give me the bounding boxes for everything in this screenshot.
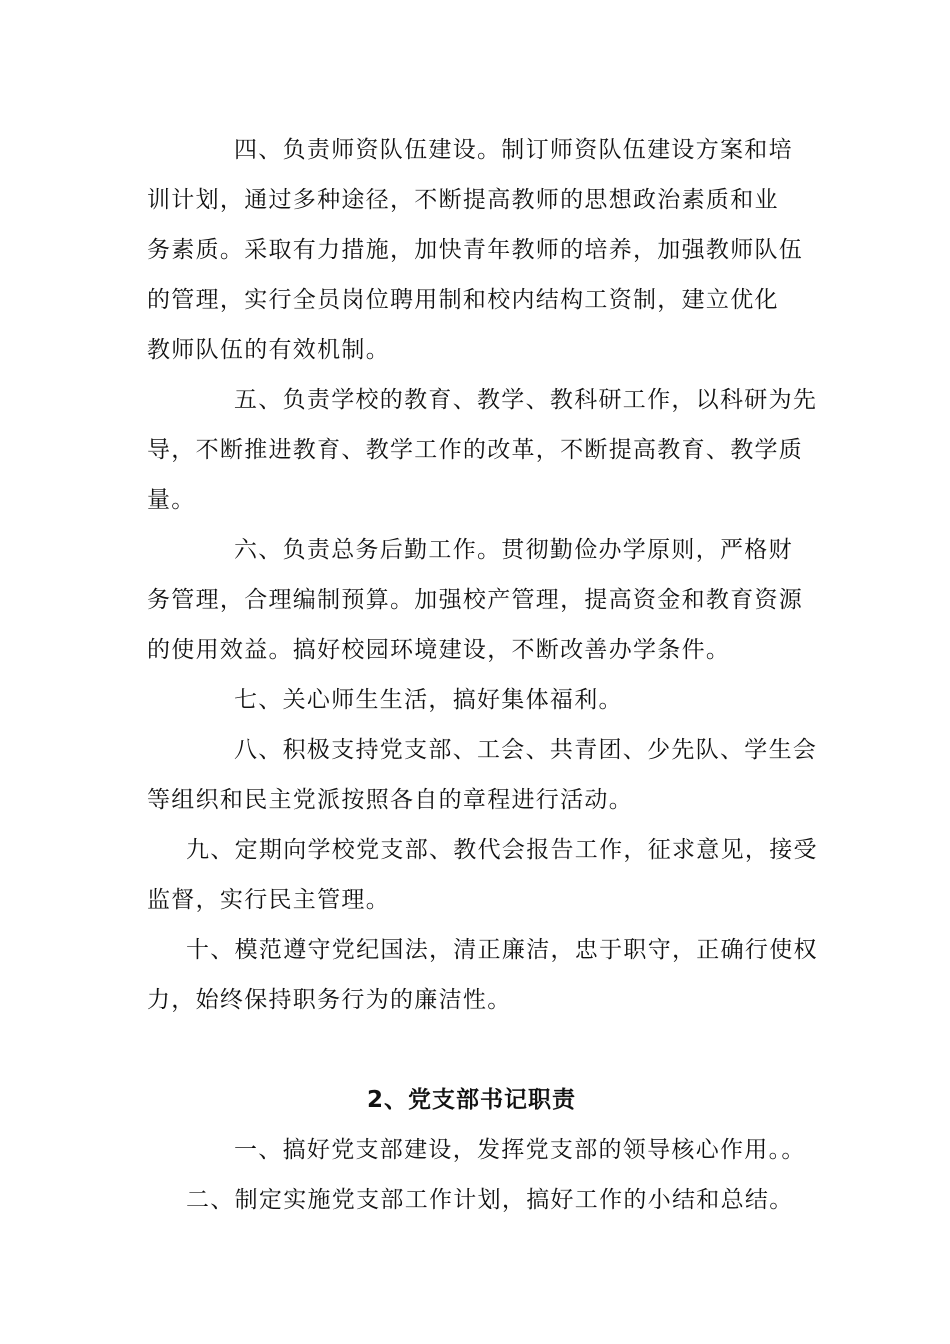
paragraph-line: 六、负责总务后勤工作。贯彻勤俭办学原则，严格财 xyxy=(234,537,793,563)
paragraph-line: 的使用效益。搞好校园环境建设，不断改善办学条件。 xyxy=(147,637,731,663)
paragraph-line: 二、制定实施党支部工作计划，搞好工作的小结和总结。 xyxy=(186,1187,794,1213)
paragraph-line: 四、负责师资队伍建设。制订师资队伍建设方案和培 xyxy=(234,137,793,163)
paragraph-line: 五、负责学校的教育、教学、教科研工作，以科研为先 xyxy=(234,387,818,413)
paragraph-line: 务管理，合理编制预算。加强校产管理，提高资金和教育资源 xyxy=(147,587,804,613)
paragraph-line: 十、模范遵守党纪国法，清正廉洁，忠于职守，正确行使权 xyxy=(186,937,818,963)
paragraph-line: 导，不断推进教育、教学工作的改革，不断提高教育、教学质 xyxy=(147,437,804,463)
paragraph-line: 力，始终保持职务行为的廉洁性。 xyxy=(147,987,512,1013)
paragraph-line: 等组织和民主党派按照各自的章程进行活动。 xyxy=(147,787,633,813)
paragraph-line: 九、定期向学校党支部、教代会报告工作，征求意见，接受 xyxy=(186,837,818,863)
paragraph-line: 七、关心师生生活，搞好集体福利。 xyxy=(234,687,623,713)
paragraph-line: 量。 xyxy=(147,487,196,513)
paragraph-line: 教师队伍的有效机制。 xyxy=(147,337,390,363)
paragraph-line: 训计划，通过多种途径，不断提高教师的思想政治素质和业 xyxy=(147,187,779,213)
paragraph-line: 务素质。采取有力措施，加快青年教师的培养，加强教师队伍 xyxy=(147,237,804,263)
paragraph-line: 一、搞好党支部建设，发挥党支部的领导核心作用。。 xyxy=(234,1137,806,1163)
paragraph-line: 监督，实行民主管理。 xyxy=(147,887,390,913)
section-heading: 2、党支部书记职责 xyxy=(367,1087,577,1113)
paragraph-line: 八、积极支持党支部、工会、共青团、少先队、学生会 xyxy=(234,737,818,763)
paragraph-line: 的管理，实行全员岗位聘用制和校内结构工资制，建立优化 xyxy=(147,287,779,313)
